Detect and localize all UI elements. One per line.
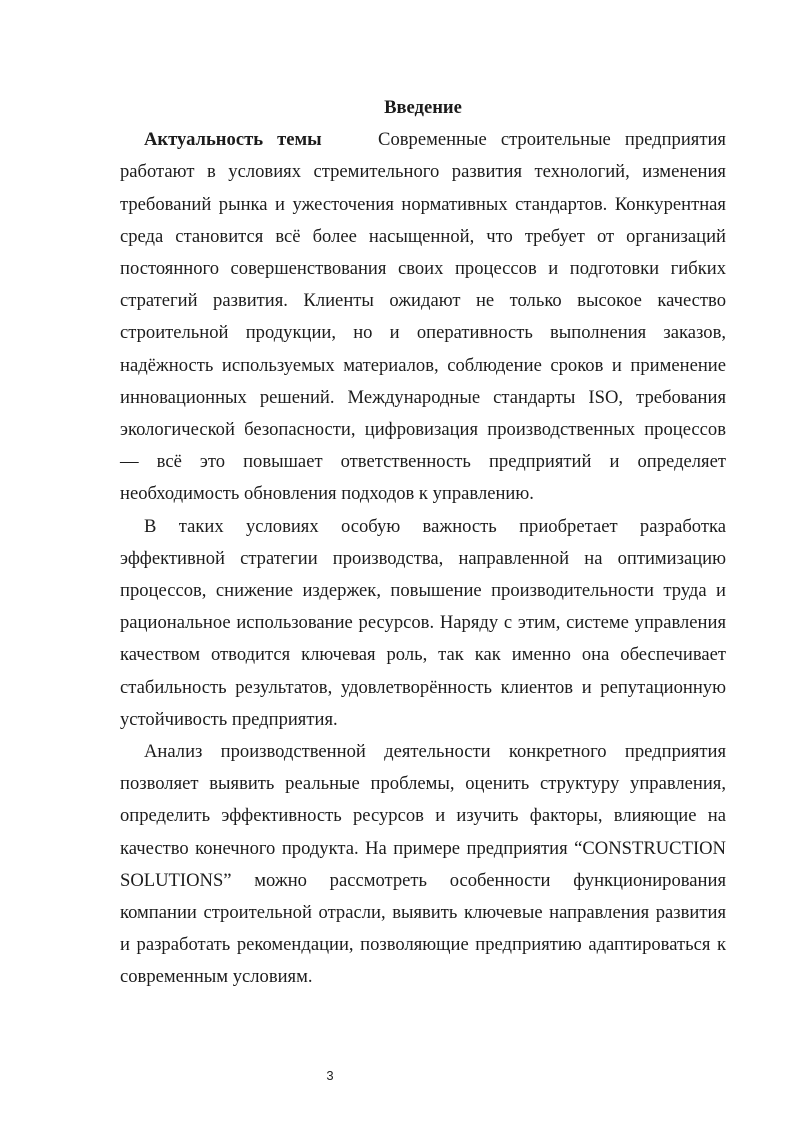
paragraph-text: Анализ производственной деятельности конкретного предприятия позволяет выявить реальные проблемы, оценить структуру управления, определить эффективность ресурсов и изучить факторы, влияющие на качество конечного продукта. На примере предприятия “CONSTRUCTION SOLUTIONS” можно рассмотреть особенности функционирования компании строительной отрасли, выявить ключевые направления развития и разработать рекомендации, позволяющие предприятию адаптироваться к современным условиям. [120, 741, 726, 988]
paragraph-analysis [120, 736, 726, 994]
page-number: 3 [326, 1068, 334, 1083]
section-title: Введение [384, 97, 462, 118]
paragraph-strategy [120, 511, 726, 736]
paragraph-lead-heading: Актуальность темы [144, 129, 322, 151]
paragraph-text: Современные строительные предприятия работают в условиях стремительного развития технологий, изменения требований рынка и ужесточения нормативных стандартов. Конкурентная среда становится всё более насыщенной, что требует от организаций постоянного совершенствования своих процессов и подготовки гибких стратегий развития. Клиенты ожидают не только высокое качество строительной продукции, но и оперативность выполнения заказов, надёжность используемых материалов, соблюдение сроков и применение инновационных решений. Международные стандарты ISO, требования экологической безопасности, цифровизация производственных процессов — всё это повышает ответственность предприятий и определяет необходимость обновления подходов к управлению. [120, 129, 726, 505]
paragraph-text: В таких условиях особую важность приобретает разработка эффективной стратегии производства, направленной на оптимизацию процессов, снижение издержек, повышение производительности труда и рациональное использование ресурсов. Наряду с этим, системе управления качеством отводится ключевая роль, так как именно она обеспечивает стабильность результатов, удовлетворённость клиентов и репутационную устойчивость предприятия. [120, 515, 726, 730]
document-body [120, 92, 726, 994]
paragraph-relevance [120, 124, 726, 510]
